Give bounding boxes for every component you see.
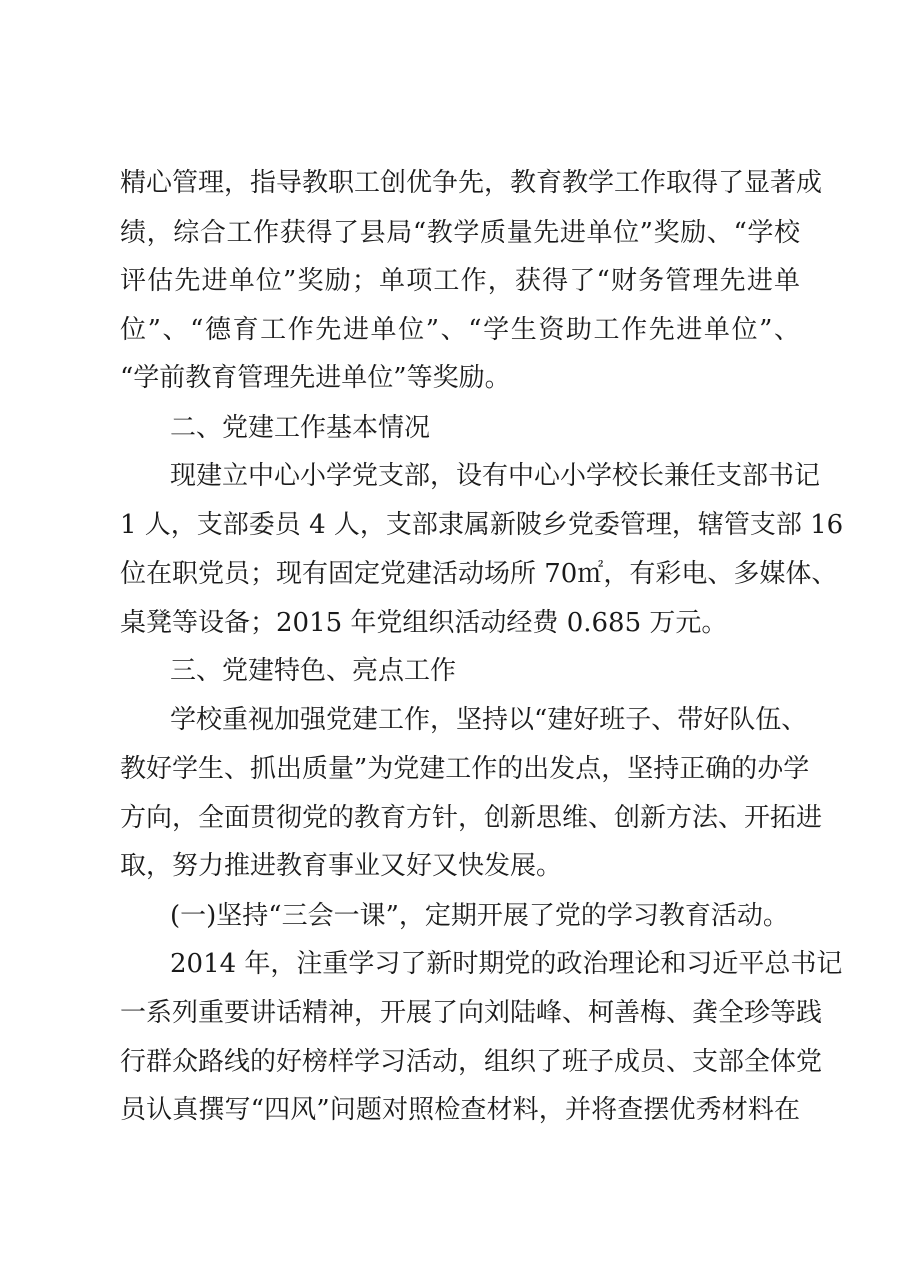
text-line: 评估先进单位”奖励；单项工作，获得了“财务管理先进单 [120,266,800,296]
text-line: 学校重视加强党建工作，坚持以“建好班子、带好队伍、 [170,705,808,735]
text-line: 一系列重要讲话精神，开展了向刘陆峰、柯善梅、龚全珍等践 [120,998,823,1028]
text-line: 取，努力推进教育事业又好又快发展。 [120,851,563,881]
text-line: 位”、“德育工作先进单位”、“学生资助工作先进单位”、 [120,315,800,345]
text-line: 教好学生、抓出质量”为党建工作的出发点，坚持正确的办学 [120,754,810,784]
text-line: 现建立中心小学党支部，设有中心小学校长兼任支部书记 [170,461,821,491]
text-line: 行群众路线的好榜样学习活动，组织了班子成员、支部全体党 [120,1047,823,1077]
text-line: 精心管理，指导教职工创优争先，教育教学工作取得了显著成 [120,168,823,198]
subsection-heading: (一)坚持“三会一课”，定期开展了党的学习教育活动。 [170,901,789,931]
text-line: 员认真撰写“四风”问题对照检查材料，并将查摆优秀材料在 [120,1095,800,1125]
text-line: 绩，综合工作获得了县局“教学质量先进单位”奖励、“学校 [120,218,800,248]
text-line: 方向，全面贯彻党的教育方针，创新思维、创新方法、开拓进 [120,803,823,833]
section-heading: 二、党建工作基本情况 [170,413,431,443]
text-line: 桌凳等设备；2015 年党组织活动经费 0.685 万元。 [120,608,728,638]
section-heading: 三、党建特色、亮点工作 [170,656,457,686]
text-line: “学前教育管理先进单位”等奖励。 [120,363,511,393]
text-line: 2014 年，注重学习了新时期党的政治理论和习近平总书记 [170,949,843,979]
text-line: 位在职党员；现有固定党建活动场所 70㎡，有彩电、多媒体、 [120,559,838,589]
text-line: 1 人，支部委员 4 人，支部隶属新陂乡党委管理，辖管支部 16 [120,510,844,540]
